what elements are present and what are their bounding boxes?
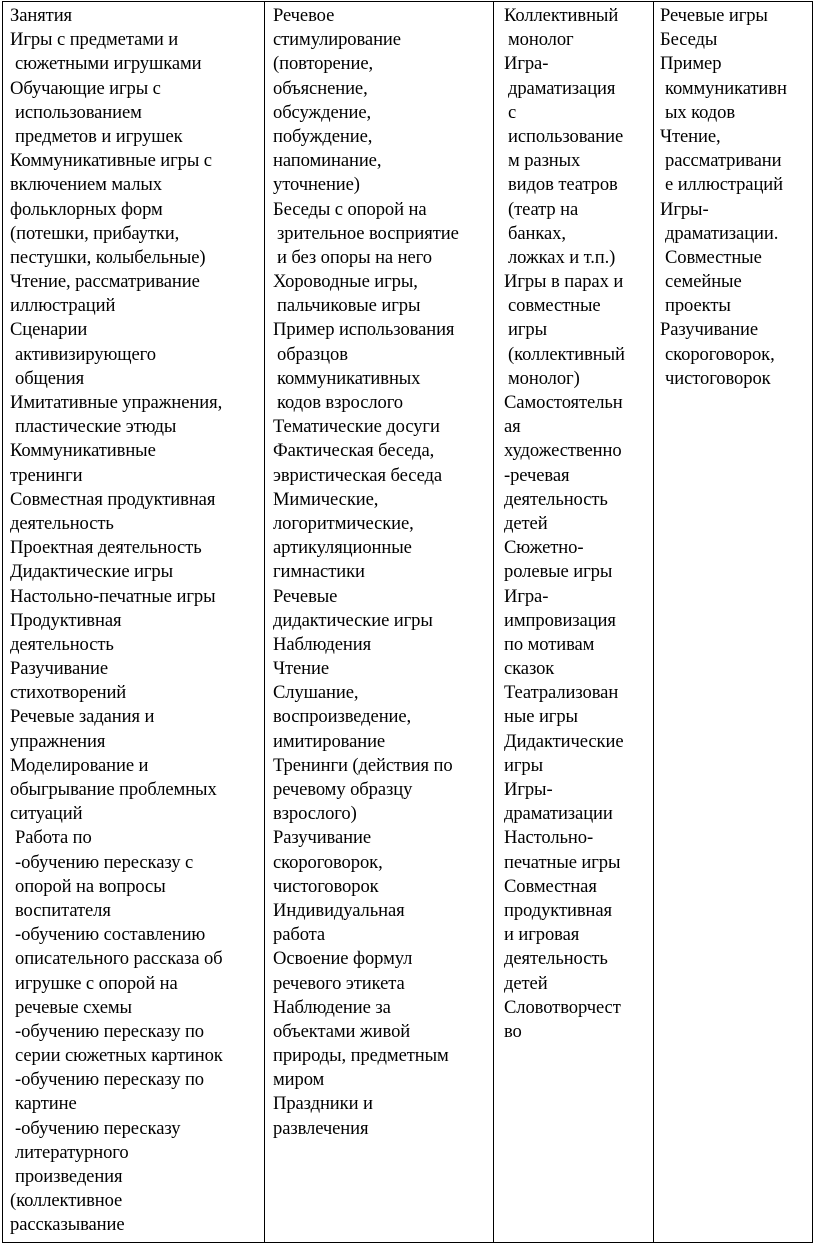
cell-text-line: Разучивание bbox=[660, 319, 758, 341]
cell-text-line: Игра- bbox=[504, 585, 549, 607]
cell-text-line: произведения bbox=[15, 1166, 123, 1187]
cell-text-line: сказок bbox=[504, 658, 555, 680]
cell-text-line: Слушание, bbox=[273, 682, 359, 704]
cell-text-line: семейные bbox=[665, 271, 742, 293]
cell-text-line: Хороводные игры, bbox=[273, 271, 418, 293]
cell-text-line: деятельность bbox=[10, 512, 114, 534]
cell-text-line: монолог bbox=[508, 29, 574, 51]
cell-text-line: воспитателя bbox=[15, 899, 111, 921]
cell-text-line: зрительное восприятие bbox=[277, 222, 459, 244]
cell-text-line: образцов bbox=[277, 343, 348, 365]
cell-text-line: Сценарии bbox=[10, 319, 88, 341]
cell-text-line: Речевые bbox=[273, 585, 338, 607]
cell-text-line: напоминание, bbox=[273, 150, 382, 172]
cell-text-line: ая bbox=[504, 416, 521, 438]
cell-text-line: -обучению пересказу по bbox=[15, 1020, 205, 1042]
table-row bbox=[3, 2, 813, 1243]
cell-text-line: ные игры bbox=[504, 706, 578, 728]
cell-text-line: пальчиковые игры bbox=[277, 295, 421, 317]
table-cell-col4 bbox=[654, 2, 813, 1243]
cell-text-line: работа bbox=[273, 924, 326, 946]
cell-text-line: импровизация bbox=[504, 609, 616, 631]
cell-text-line: деятельность bbox=[504, 488, 608, 510]
cell-text-line: Дидактические игры bbox=[10, 561, 173, 583]
cell-text-line: деятельность bbox=[10, 633, 114, 655]
cell-text-line: артикуляционные bbox=[273, 537, 412, 559]
cell-text-line: Совместная продуктивная bbox=[10, 488, 216, 510]
cell-text-line: Совместные bbox=[665, 246, 762, 268]
cell-text-line: Занятия bbox=[10, 5, 72, 26]
cell-text-line: Словотворчест bbox=[504, 996, 621, 1018]
cell-text-line: детей bbox=[504, 512, 548, 534]
cell-text-line: стихотворений bbox=[10, 682, 127, 704]
cell-text-line: тренинги bbox=[10, 464, 83, 486]
cell-text-line: (коллективное bbox=[10, 1190, 123, 1212]
cell-text-line: активизирующего bbox=[15, 343, 156, 365]
cell-text-line: скороговорок, bbox=[665, 343, 775, 365]
cell-text-line: Моделирование и bbox=[10, 754, 149, 776]
table-cell-col1 bbox=[3, 2, 265, 1243]
cell-text-line: -речевая bbox=[504, 464, 570, 486]
activities-table bbox=[2, 1, 813, 1243]
cell-text-line: литературного bbox=[15, 1141, 129, 1163]
cell-text-line: объяснение, bbox=[273, 77, 368, 99]
cell-text-line: ролевые игры bbox=[504, 561, 613, 583]
cell-text-line: Освоение формул bbox=[273, 948, 413, 970]
cell-text-line: кодов взрослого bbox=[277, 392, 404, 413]
cell-text-line: побуждение, bbox=[273, 125, 373, 147]
cell-text-line: Чтение bbox=[273, 658, 330, 680]
cell-text-line: воспроизведение, bbox=[273, 706, 412, 728]
cell-text-line: ситуаций bbox=[10, 803, 83, 825]
cell-text-line: общения bbox=[15, 367, 85, 389]
cell-text-line: Разучивание bbox=[10, 658, 108, 680]
cell-text-line: Игра- bbox=[504, 53, 549, 75]
cell-text-line: Чтение, рассматривание bbox=[10, 271, 200, 293]
cell-text-line: логоритмические, bbox=[273, 512, 414, 534]
cell-text-line: описательного рассказа об bbox=[15, 948, 223, 970]
cell-text-line: Речевые игры bbox=[660, 5, 768, 26]
cell-text-line: Сюжетно- bbox=[504, 537, 584, 559]
cell-text-line: драматизация bbox=[508, 77, 616, 99]
cell-text-line: Разучивание bbox=[273, 827, 371, 849]
cell-text-line: драматизации. bbox=[665, 222, 779, 244]
cell-text-line: игры bbox=[508, 319, 547, 341]
cell-text-line: (потешки, прибаутки, bbox=[10, 222, 180, 244]
cell-text-line: детей bbox=[504, 972, 548, 994]
cell-text-line: Наблюдения bbox=[273, 633, 372, 655]
cell-text-line: упражнения bbox=[10, 730, 106, 752]
cell-text-line: Речевое bbox=[273, 5, 335, 26]
cell-text-line: гимнастики bbox=[273, 561, 365, 583]
cell-text-line: продуктивная bbox=[504, 899, 612, 921]
cell-text-line: видов театров bbox=[508, 174, 618, 196]
cell-text-line: Речевые задания и bbox=[10, 706, 155, 728]
cell-text-line: использование bbox=[508, 125, 624, 147]
cell-text-line: Мимические, bbox=[273, 488, 379, 510]
cell-text-line: стимулирование bbox=[273, 29, 401, 51]
cell-text-line: объектами живой bbox=[273, 1020, 411, 1042]
cell-text-line: миром bbox=[273, 1069, 325, 1091]
cell-text-line: -обучению пересказу с bbox=[15, 851, 194, 873]
cell-text-line: Совместная bbox=[504, 875, 597, 897]
cell-text-line: Чтение, bbox=[660, 125, 721, 147]
cell-text-line: Пример bbox=[660, 53, 722, 75]
cell-text-line: Имитативные упражнения, bbox=[10, 392, 223, 413]
cell-text-line: Обучающие игры с bbox=[10, 77, 161, 99]
cell-text-line: коммуникативных bbox=[277, 367, 421, 389]
cell-text-line: пластические этюды bbox=[15, 416, 177, 438]
cell-text-line: (повторение, bbox=[273, 53, 374, 75]
cell-text-line: сюжетными игрушками bbox=[15, 53, 202, 75]
cell-text-line: Игры- bbox=[660, 198, 709, 220]
cell-text-line: Коммуникативные bbox=[10, 440, 156, 462]
cell-text-line: ложках и т.п.) bbox=[508, 246, 616, 268]
cell-text-line: Тематические досуги bbox=[273, 416, 440, 438]
cell-text-line: Дидактические bbox=[504, 730, 624, 752]
cell-text-line: использованием bbox=[15, 101, 142, 123]
cell-text-line: уточнение) bbox=[273, 174, 360, 196]
cell-text-line: Коммуникативные игры с bbox=[10, 150, 212, 172]
cell-text-line: природы, предметным bbox=[273, 1045, 449, 1067]
table-cell-col3 bbox=[494, 2, 654, 1243]
cell-text-line: эвристическая беседа bbox=[273, 464, 442, 486]
cell-text-line: деятельность bbox=[504, 948, 608, 970]
cell-text-line: иллюстраций bbox=[10, 295, 116, 317]
cell-text-line: скороговорок, bbox=[273, 851, 383, 873]
cell-text-line: совместные bbox=[508, 295, 601, 317]
cell-text-line: -обучению пересказу по bbox=[15, 1069, 205, 1091]
cell-text-line: Самостоятельн bbox=[504, 392, 623, 413]
cell-text-line: монолог) bbox=[508, 367, 580, 389]
cell-text-line: м разных bbox=[508, 150, 581, 172]
cell-text-line: чистоговорок bbox=[665, 367, 771, 389]
cell-text-line: и без опоры на него bbox=[277, 246, 432, 268]
cell-text-line: Продуктивная bbox=[10, 609, 122, 631]
cell-text-line: Беседы с опорой на bbox=[273, 198, 427, 220]
cell-text-line: Настольно-печатные игры bbox=[10, 585, 216, 607]
cell-text-line: фольклорных форм bbox=[10, 198, 163, 220]
cell-text-line: речевого этикета bbox=[273, 972, 405, 994]
cell-text-line: (коллективный bbox=[508, 343, 625, 365]
cell-text-line: банках, bbox=[508, 222, 566, 244]
cell-text-line: включением малых bbox=[10, 174, 162, 196]
cell-text-line: художественно bbox=[504, 440, 622, 462]
cell-text-line: обсуждение, bbox=[273, 101, 372, 123]
cell-text-line: печатные игры bbox=[504, 851, 621, 873]
cell-text-line: Настольно- bbox=[504, 827, 594, 849]
cell-text-line: Праздники и bbox=[273, 1093, 373, 1115]
cell-text-line: (театр на bbox=[508, 198, 579, 220]
cell-text-line: опорой на вопросы bbox=[15, 875, 166, 897]
cell-text-line: рассматривани bbox=[665, 150, 782, 172]
cell-text-line: драматизации bbox=[504, 803, 613, 825]
cell-text-line: ых кодов bbox=[665, 101, 736, 123]
cell-text-line: обыгрывание проблемных bbox=[10, 779, 217, 800]
cell-text-line: проекты bbox=[665, 295, 731, 317]
cell-text-line: и игровая bbox=[504, 924, 580, 946]
cell-text-line: пестушки, колыбельные) bbox=[10, 246, 206, 268]
cell-text-line: картине bbox=[15, 1093, 77, 1115]
cell-text-line: Проектная деятельность bbox=[10, 537, 202, 559]
cell-text-line: рассказывание bbox=[10, 1214, 125, 1236]
cell-text-line: взрослого) bbox=[273, 803, 357, 825]
cell-text-line: Игры с предметами и bbox=[10, 29, 179, 51]
cell-text-line: Игры в парах и bbox=[504, 271, 624, 293]
cell-text-line: Пример использования bbox=[273, 319, 455, 341]
cell-text-line: Игры- bbox=[504, 779, 553, 800]
cell-text-line: развлечения bbox=[273, 1117, 369, 1139]
cell-text-line: игрушке с опорой на bbox=[15, 972, 178, 994]
cell-text-line: Работа по bbox=[15, 827, 92, 849]
cell-text-line: коммуникативн bbox=[665, 77, 787, 99]
cell-text-line: дидактические игры bbox=[273, 609, 433, 631]
cell-text-line: игры bbox=[504, 754, 543, 776]
cell-text-line: Наблюдение за bbox=[273, 996, 391, 1018]
cell-text-line: чистоговорок bbox=[273, 875, 379, 897]
cell-text-line: Театрализован bbox=[504, 682, 619, 704]
cell-text-line: речевые схемы bbox=[15, 996, 132, 1018]
cell-text-line: Индивидуальная bbox=[273, 899, 405, 921]
cell-text-line: по мотивам bbox=[504, 633, 595, 655]
cell-text-line: е иллюстраций bbox=[665, 174, 784, 196]
cell-text-line: -обучению пересказу bbox=[15, 1117, 181, 1139]
cell-text-line: Беседы bbox=[660, 29, 718, 51]
cell-text-line: имитирование bbox=[273, 730, 386, 752]
cell-text-line: Коллективный bbox=[504, 5, 619, 26]
cell-text-line: во bbox=[504, 1020, 522, 1042]
cell-text-line: предметов и игрушек bbox=[15, 125, 183, 147]
cell-text-line: Фактическая беседа, bbox=[273, 440, 435, 462]
cell-text-line: речевому образцу bbox=[273, 779, 413, 800]
cell-text-line: -обучению составлению bbox=[15, 924, 206, 946]
cell-text-line: с bbox=[508, 101, 517, 123]
table-cell-col2 bbox=[265, 2, 494, 1243]
cell-text-line: серии сюжетных картинок bbox=[15, 1045, 223, 1067]
cell-text-line: Тренинги (действия по bbox=[273, 754, 453, 776]
